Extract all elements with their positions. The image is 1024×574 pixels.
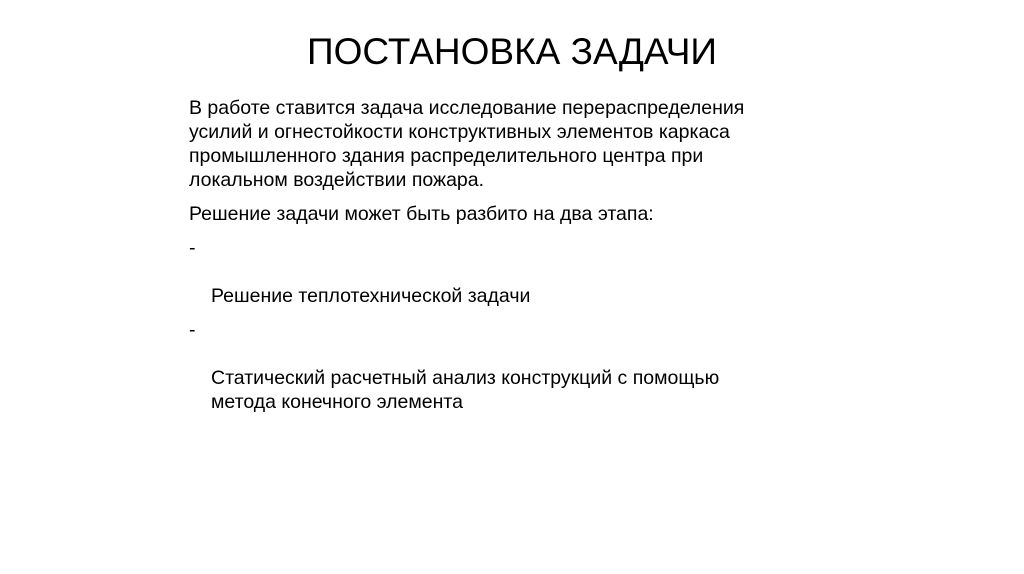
bullet-item-static (189, 318, 829, 414)
paragraph-task: В работе ставится задача исследование перераспределения усилий и огнестойкости конструктивных элементов каркаса промышленного здания распределительного центра при локальном воздействии пожара. (189, 97, 745, 191)
bullet-text: Решение теплотехнической задачи (211, 285, 531, 307)
bullet-marker: - (189, 319, 196, 341)
bullet-item-thermal (189, 236, 829, 308)
bullet-marker: - (189, 237, 196, 259)
paragraph-stages: Решение задачи может быть разбито на два этапа: (189, 203, 654, 225)
slide-body (189, 96, 829, 424)
slide-title: ПОСТАНОВКА ЗАДАЧИ (307, 31, 717, 72)
bullet-text: Статический расчетный анализ конструкций с помощью метода конечного элемента (211, 367, 720, 413)
